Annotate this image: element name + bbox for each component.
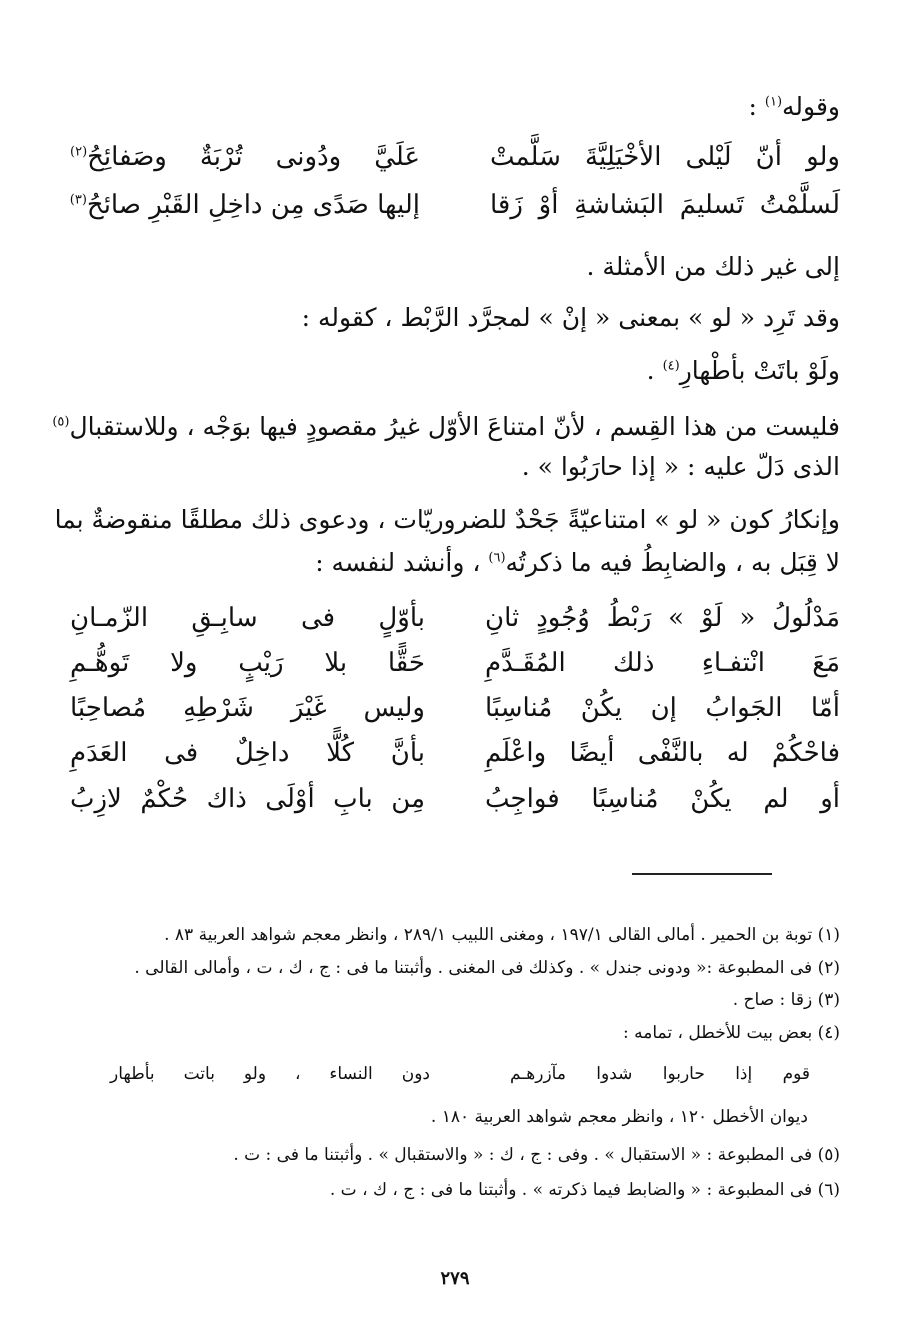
footnote-1: (١) توبة بن الحمير . أمالى القالى ١٩٧/١ ، ومغنى اللبيب ٢٨٩/١ ، وانظر معجم شواهد العربية ٨٣ . (164, 925, 840, 945)
footnote-ref-6: (٦) (488, 550, 506, 566)
footnote-4-source: ديوان الأخطل ١٢٠ ، وانظر معجم شواهد العربية ١٨٠ . (430, 1107, 808, 1127)
intro-text: وقوله (782, 92, 840, 121)
paragraph-denial-line-2 (315, 548, 840, 577)
quote-line (647, 356, 840, 385)
verse2-row-1-hemistich-2: بأوّلٍ فى سابِـقِ الزّمـانِ (70, 603, 425, 633)
footnote-4-verse-hemistich-2: دون النساء ، ولو باتت بأطهار (110, 1064, 430, 1084)
paragraph-not-this-part-text: فليست من هذا القِسم ، لأنّ امتناعَ الأوّل غيرُ مقصودٍ فيها بوَجْه ، وللاستقبال (69, 412, 840, 441)
paragraph-not-this-part-line-2: الذى دَلّ عليه : « إذا حارَبُوا » . (521, 452, 840, 481)
intro-line (749, 92, 840, 121)
paragraph-denial-text-b: ، وأنشد لنفسه : (315, 548, 489, 577)
verse2-row-3 (70, 693, 840, 737)
footnote-separator (632, 873, 772, 875)
quote-text: ولَوْ باتَتْ بأطْهارِ (679, 356, 840, 385)
footnote-ref-2: (٢) (70, 144, 88, 160)
footnote-3: (٣) زقا : صاح . (732, 990, 840, 1010)
verse2-row-5-hemistich-1: أو لم يكُنْ مُناسِبًا فواجِبُ (485, 784, 840, 814)
verse2-row-2-hemistich-2: حَقًّا بلا رَيْبٍ ولا تَوهُّـمِ (70, 648, 425, 678)
footnote-2: (٢) فى المطبوعة :« ودونى جندل » . وكذلك فى المغنى . وأثبتنا ما فى : ج ، ك ، ت ، وأمالى القالى . (134, 958, 840, 978)
verse2-row-5-hemistich-2: مِن بابِ أوْلَى ذاك حُكْمٌ لازِبُ (70, 784, 425, 814)
verse1-row-2-hemistich-2-text: إليها صَدًى مِن داخِلِ القَبْرِ صائحُ (86, 190, 420, 220)
paragraph-not-this-part-line-1 (52, 412, 840, 441)
quote-tail: . (646, 356, 663, 385)
verse2-row-4 (70, 738, 840, 782)
footnote-ref-5: (٥) (52, 414, 70, 430)
verse2-row-1 (70, 603, 840, 647)
verse2-row-2-hemistich-1: مَعَ انْتفـاءِ ذلك المُقَـدَّمِ (485, 648, 840, 678)
footnote-4-verse-hemistich-1: قوم إذا حاربوا شدوا مآزرهـم (510, 1064, 810, 1084)
verse1-row-2 (70, 190, 840, 234)
verse1-row-2-hemistich-2 (70, 190, 420, 220)
verse2-row-5 (70, 784, 840, 828)
verse1-row-2-hemistich-1: لَسلَّمْتُ تَسليمَ البَشاشةِ أوْ زَقا (490, 190, 840, 220)
footnote-4: (٤) بعض بيت للأخطل ، تمامه : (623, 1023, 840, 1043)
intro-tail: : (748, 92, 765, 121)
paragraph-denial-line-1: وإنكارُ كون « لو » امتناعيّةً جَحْدٌ للضروريّات ، ودعوى ذلك مطلقًا منقوضةٌ بما (54, 505, 840, 534)
paragraph-law-in: وقد تَرِد « لو » بمعنى « إنْ » لمجرَّد الرَّبْط ، كقوله : (301, 303, 840, 332)
verse1-row-1-hemistich-2-text: عَلَيَّ ودُونى تُرْبَةٌ وصَفائِحُ (87, 142, 420, 172)
page-number: ٢٧٩ (440, 1268, 470, 1289)
footnote-ref-4: (٤) (662, 358, 680, 374)
verse1-row-1-hemistich-2 (70, 142, 420, 172)
footnote-4-verse (110, 1064, 810, 1092)
paragraph-denial-text-a: لا قِبَل به ، والضابِطُ فيه ما ذكرتُه (505, 548, 840, 577)
verse2-row-3-hemistich-2: وليس غَيْرَ شَرْطِهِ مُصاحِبًا (70, 693, 425, 723)
footnote-ref-1: (١) (764, 94, 783, 110)
verse1-row-1-hemistich-1: ولو أنّ لَيْلى الأخْيَلِيَّةَ سَلَّمتْ (490, 142, 840, 172)
verse2-row-3-hemistich-1: أمّا الجَوابُ إن يكُنْ مُناسِبًا (485, 693, 840, 723)
verse1-row-1 (70, 142, 840, 186)
verse2-row-4-hemistich-1: فاحْكُمْ له بالنَّفْى أيضًا واعْلَمِ (485, 738, 840, 768)
footnote-5: (٥) فى المطبوعة : « الاستقبال » . وفى : ج ، ك : « والاستقبال » . وأثبتنا ما فى : ت . (233, 1145, 840, 1165)
verse2-row-1-hemistich-1: مَدْلُولُ « لَوْ » رَبْطُ وُجُودٍ ثانِ (485, 603, 840, 633)
paragraph-examples: إلى غير ذلك من الأمثلة . (586, 252, 840, 281)
verse2-row-4-hemistich-2: بأنَّ كُلًّا داخِلٌ فى العَدَمِ (70, 738, 425, 768)
verse2-row-2 (70, 648, 840, 692)
footnote-ref-3: (٣) (69, 192, 87, 208)
footnote-6: (٦) فى المطبوعة : « والضابط فيما ذكرته » . وأثبتنا ما فى : ج ، ك ، ت . (329, 1180, 840, 1200)
